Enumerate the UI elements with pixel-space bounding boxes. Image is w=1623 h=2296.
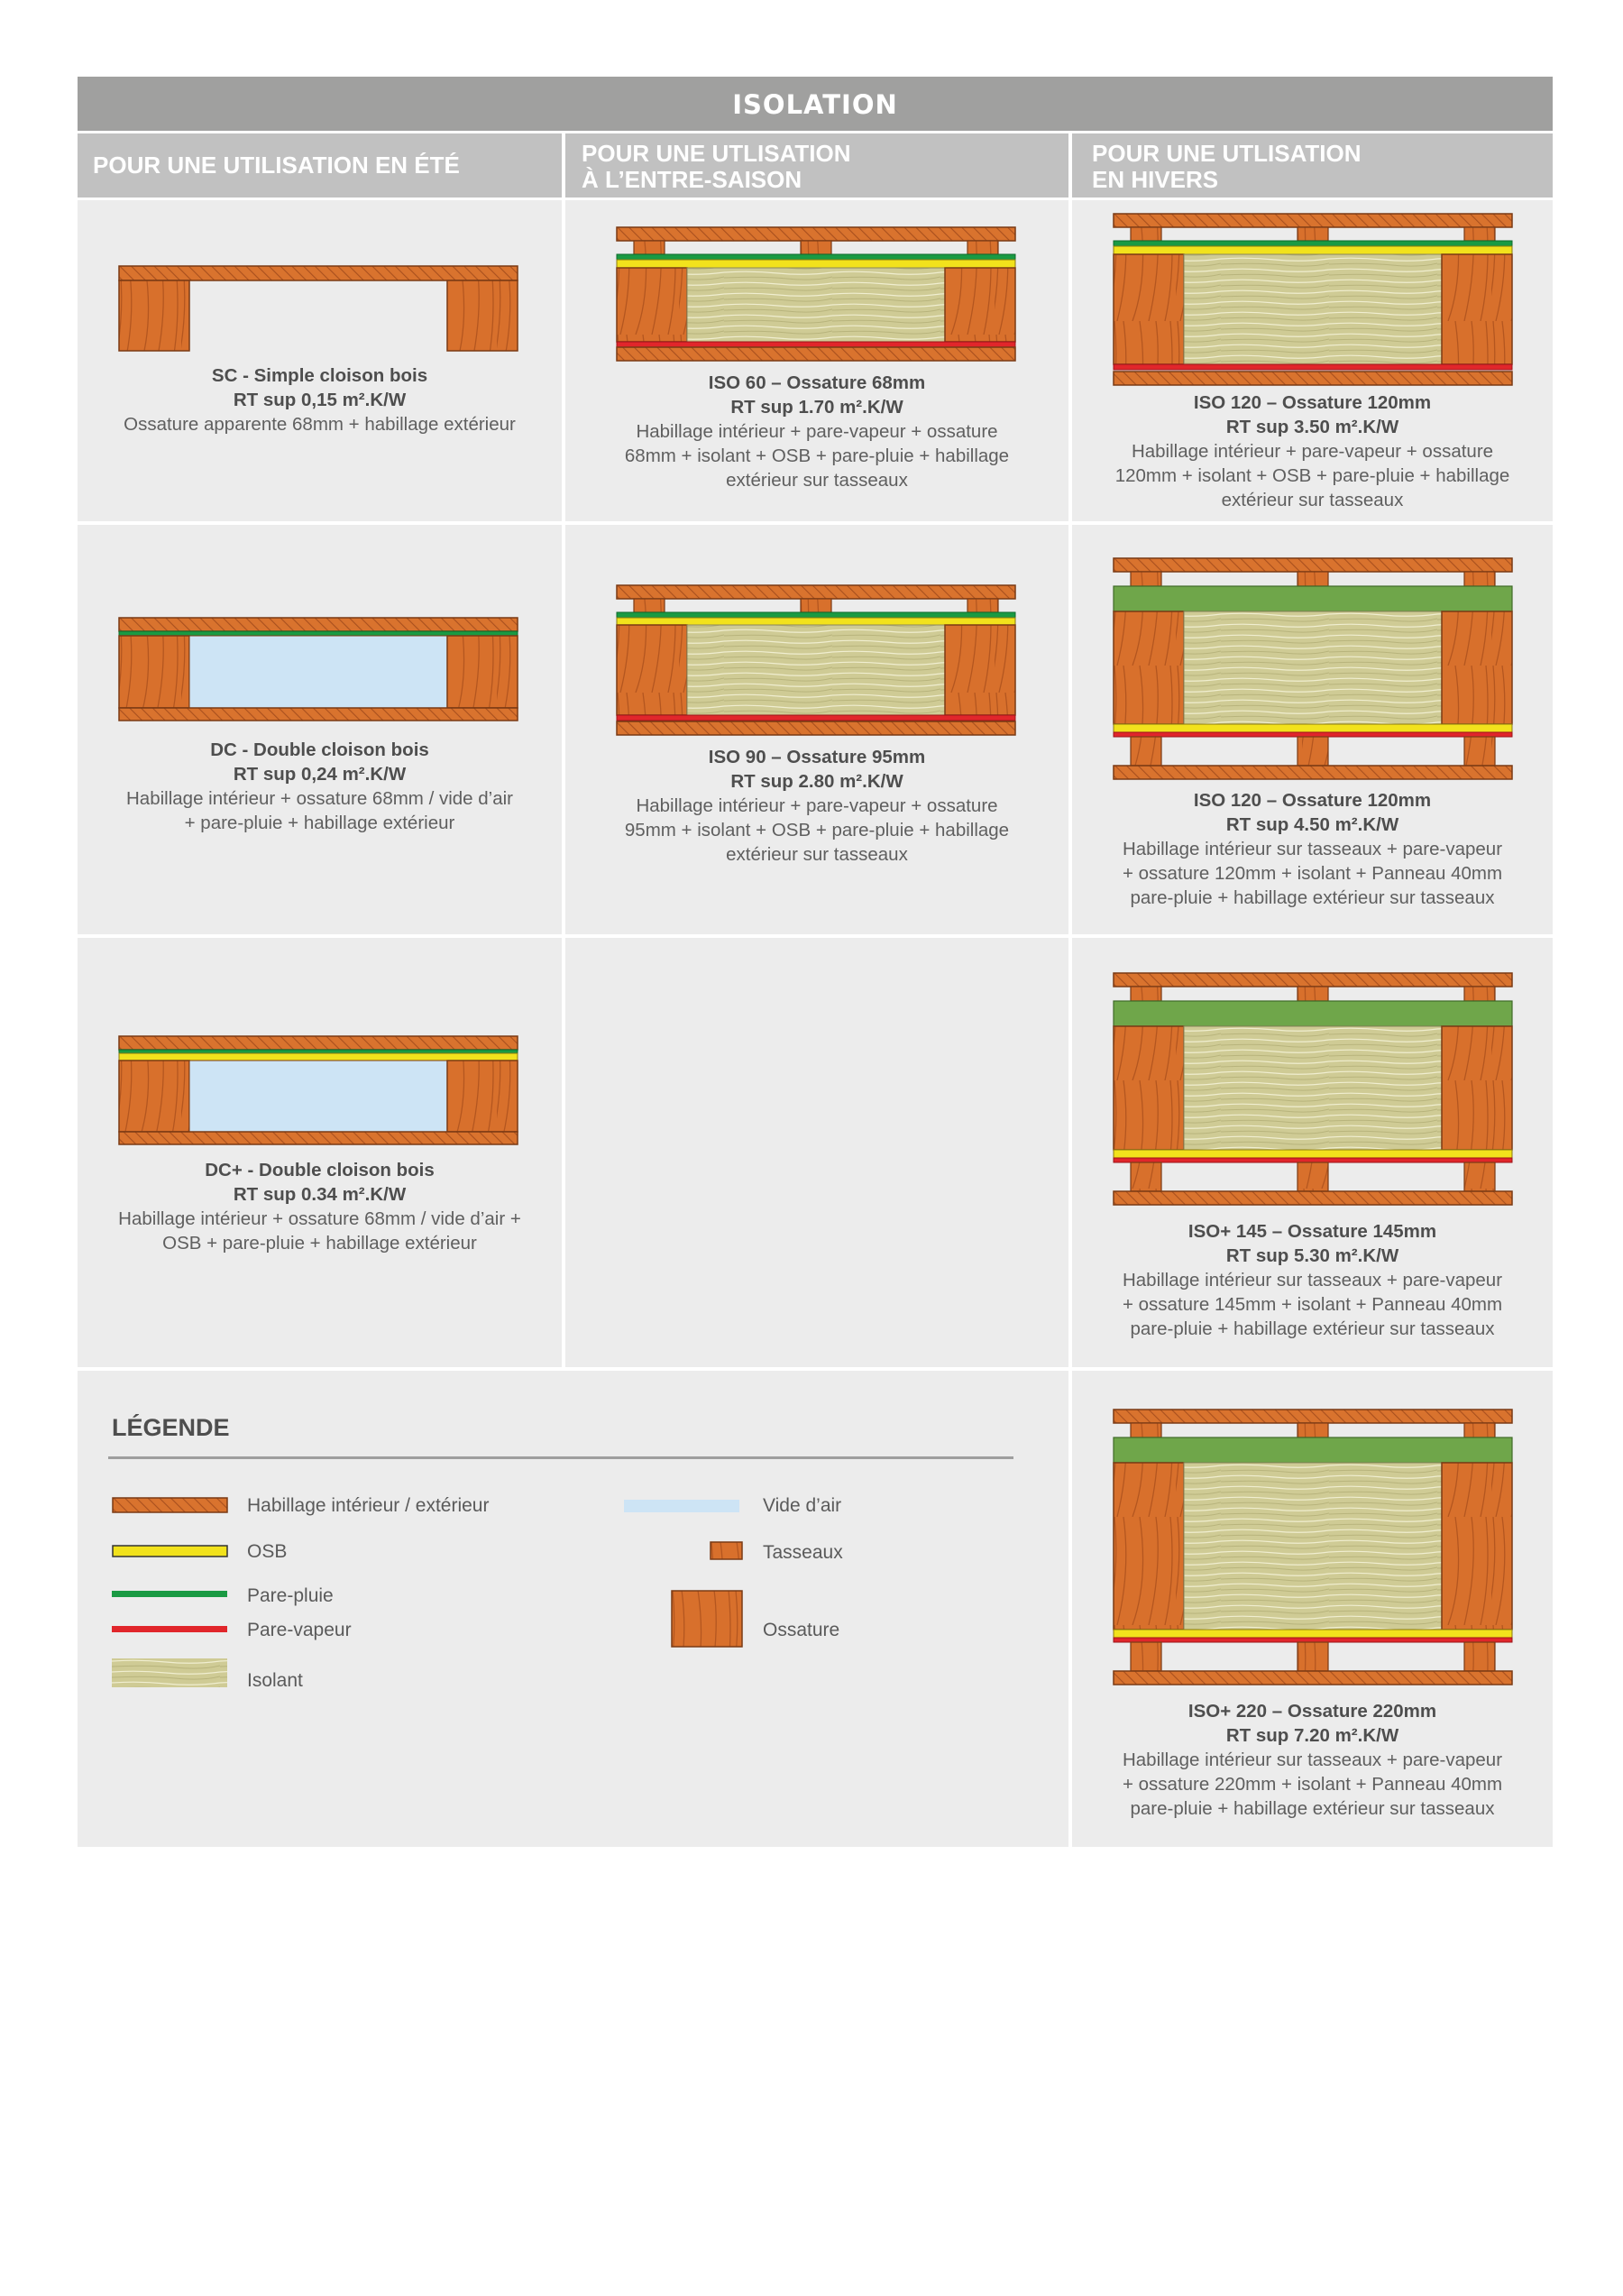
legend-swatch-isolant <box>112 1658 229 1689</box>
legend-label-ossature: Ossature <box>763 1620 840 1640</box>
caption-title: ISO 120 – Ossature 120mm <box>1193 392 1432 413</box>
cell-iso145 <box>1072 938 1553 1367</box>
diagram-iso145 <box>1113 972 1515 1208</box>
column-headers <box>78 133 1553 197</box>
caption-desc: Habillage intérieur + ossature 68mm / vide d’air + pare-pluie + habillage extérieur <box>126 788 513 833</box>
page-title: ISOLATION <box>78 77 1553 131</box>
legend-label-isolant: Isolant <box>247 1670 303 1691</box>
legend-swatch-pare-vapeur <box>112 1626 229 1635</box>
legend-title: LÉGENDE <box>112 1414 230 1441</box>
caption-iso120b <box>1072 788 1553 910</box>
wall-types-grid <box>78 200 1553 1847</box>
diagram-iso120b <box>1113 557 1515 783</box>
caption-rt: RT sup 7.20 m².K/W <box>1225 1725 1399 1746</box>
caption-desc: Habillage intérieur + ossature 68mm / vide d’air + OSB + pare-pluie + habillage extérieur <box>118 1208 521 1254</box>
diagram-dcplus <box>118 1035 520 1147</box>
cell-iso120b <box>1072 525 1553 934</box>
caption-desc: Habillage intérieur sur tasseaux + pare-vapeur + ossature 120mm + isolant + Panneau 40mm pare-pluie + habillage extérieur sur tasseaux <box>1122 839 1503 908</box>
diagram-iso60 <box>616 226 1018 363</box>
caption-title: ISO 90 – Ossature 95mm <box>708 747 926 767</box>
cell-dc <box>78 525 562 934</box>
caption-rt: RT sup 5.30 m².K/W <box>1225 1245 1399 1266</box>
cell-iso220 <box>1072 1371 1553 1847</box>
caption-dc <box>78 738 562 835</box>
diagram-sc <box>118 265 520 355</box>
legend-label-habillage: Habillage intérieur / extérieur <box>247 1495 490 1516</box>
caption-desc: Habillage intérieur + pare-vapeur + ossature 120mm + isolant + OSB + pare-pluie + habillage extérieur sur tasseaux <box>1114 441 1510 510</box>
caption-title: ISO+ 145 – Ossature 145mm <box>1187 1221 1437 1242</box>
legend-label-pare-pluie: Pare-pluie <box>247 1585 334 1606</box>
legend-label-osb: OSB <box>247 1541 288 1562</box>
caption-rt: RT sup 0,15 m².K/W <box>233 390 407 410</box>
caption-rt: RT sup 3.50 m².K/W <box>1225 417 1399 437</box>
caption-iso90 <box>565 745 1068 867</box>
diagram-dc <box>118 617 520 723</box>
legend-panel <box>78 1371 1068 1847</box>
column-header-hivers: POUR UNE UTLISATION EN HIVERS <box>1072 133 1553 197</box>
caption-title: ISO 120 – Ossature 120mm <box>1193 790 1432 811</box>
caption-title: DC - Double cloison bois <box>210 739 429 760</box>
caption-desc: Habillage intérieur sur tasseaux + pare-vapeur + ossature 220mm + isolant + Panneau 40mm pare-pluie + habillage extérieur sur tasseaux <box>1122 1750 1503 1819</box>
caption-iso120a <box>1072 390 1553 512</box>
caption-desc: Habillage intérieur sur tasseaux + pare-vapeur + ossature 145mm + isolant + Panneau 40mm pare-pluie + habillage extérieur sur tasseaux <box>1122 1270 1503 1339</box>
legend-swatch-pare-pluie <box>112 1591 229 1600</box>
caption-rt: RT sup 0,24 m².K/W <box>233 764 407 785</box>
caption-rt: RT sup 4.50 m².K/W <box>1225 814 1399 835</box>
caption-desc: Habillage intérieur + pare-vapeur + ossature 95mm + isolant + OSB + pare-pluie + habillage extérieur sur tasseaux <box>624 795 1010 865</box>
caption-rt: RT sup 0.34 m².K/W <box>233 1184 407 1205</box>
caption-iso220 <box>1072 1699 1553 1821</box>
cell-iso90 <box>565 525 1068 934</box>
column-header-ete: POUR UNE UTILISATION EN ÉTÉ <box>78 133 562 197</box>
cell-iso60 <box>565 200 1068 521</box>
caption-title: ISO 60 – Ossature 68mm <box>708 372 926 393</box>
legend-label-vide-air: Vide d’air <box>763 1495 842 1516</box>
caption-title: ISO+ 220 – Ossature 220mm <box>1187 1701 1437 1722</box>
isolation-sheet <box>78 77 1553 1847</box>
caption-rt: RT sup 1.70 m².K/W <box>730 397 903 418</box>
caption-desc: Ossature apparente 68mm + habillage extérieur <box>124 414 516 435</box>
legend-swatch-vide-air <box>624 1500 741 1514</box>
legend-label-tasseaux: Tasseaux <box>763 1542 843 1563</box>
legend-swatch-ossature <box>671 1590 745 1649</box>
caption-iso60 <box>565 371 1068 492</box>
legend-label-pare-vapeur: Pare-vapeur <box>247 1620 352 1640</box>
caption-iso145 <box>1072 1219 1553 1341</box>
cell-empty <box>565 938 1068 1367</box>
column-header-entre-saison: POUR UNE UTLISATION À L’ENTRE-SAISON <box>565 133 1068 197</box>
caption-title: DC+ - Double cloison bois <box>205 1160 435 1180</box>
caption-dcplus <box>78 1158 562 1255</box>
caption-sc <box>78 363 562 436</box>
caption-title: SC - Simple cloison bois <box>211 365 428 386</box>
legend-swatch-osb <box>112 1545 229 1559</box>
diagram-iso220 <box>1113 1409 1515 1688</box>
caption-desc: Habillage intérieur + pare-vapeur + ossature 68mm + isolant + OSB + pare-pluie + habillage extérieur sur tasseaux <box>624 421 1010 491</box>
cell-sc <box>78 200 562 521</box>
legend-divider <box>108 1456 1013 1459</box>
caption-rt: RT sup 2.80 m².K/W <box>730 771 903 792</box>
legend-swatch-tasseaux <box>710 1541 744 1561</box>
legend-swatch-habillage <box>112 1497 229 1515</box>
diagram-iso120a <box>1113 213 1515 388</box>
diagram-iso90 <box>616 584 1018 738</box>
cell-iso120a <box>1072 200 1553 521</box>
cell-dcplus <box>78 938 562 1367</box>
